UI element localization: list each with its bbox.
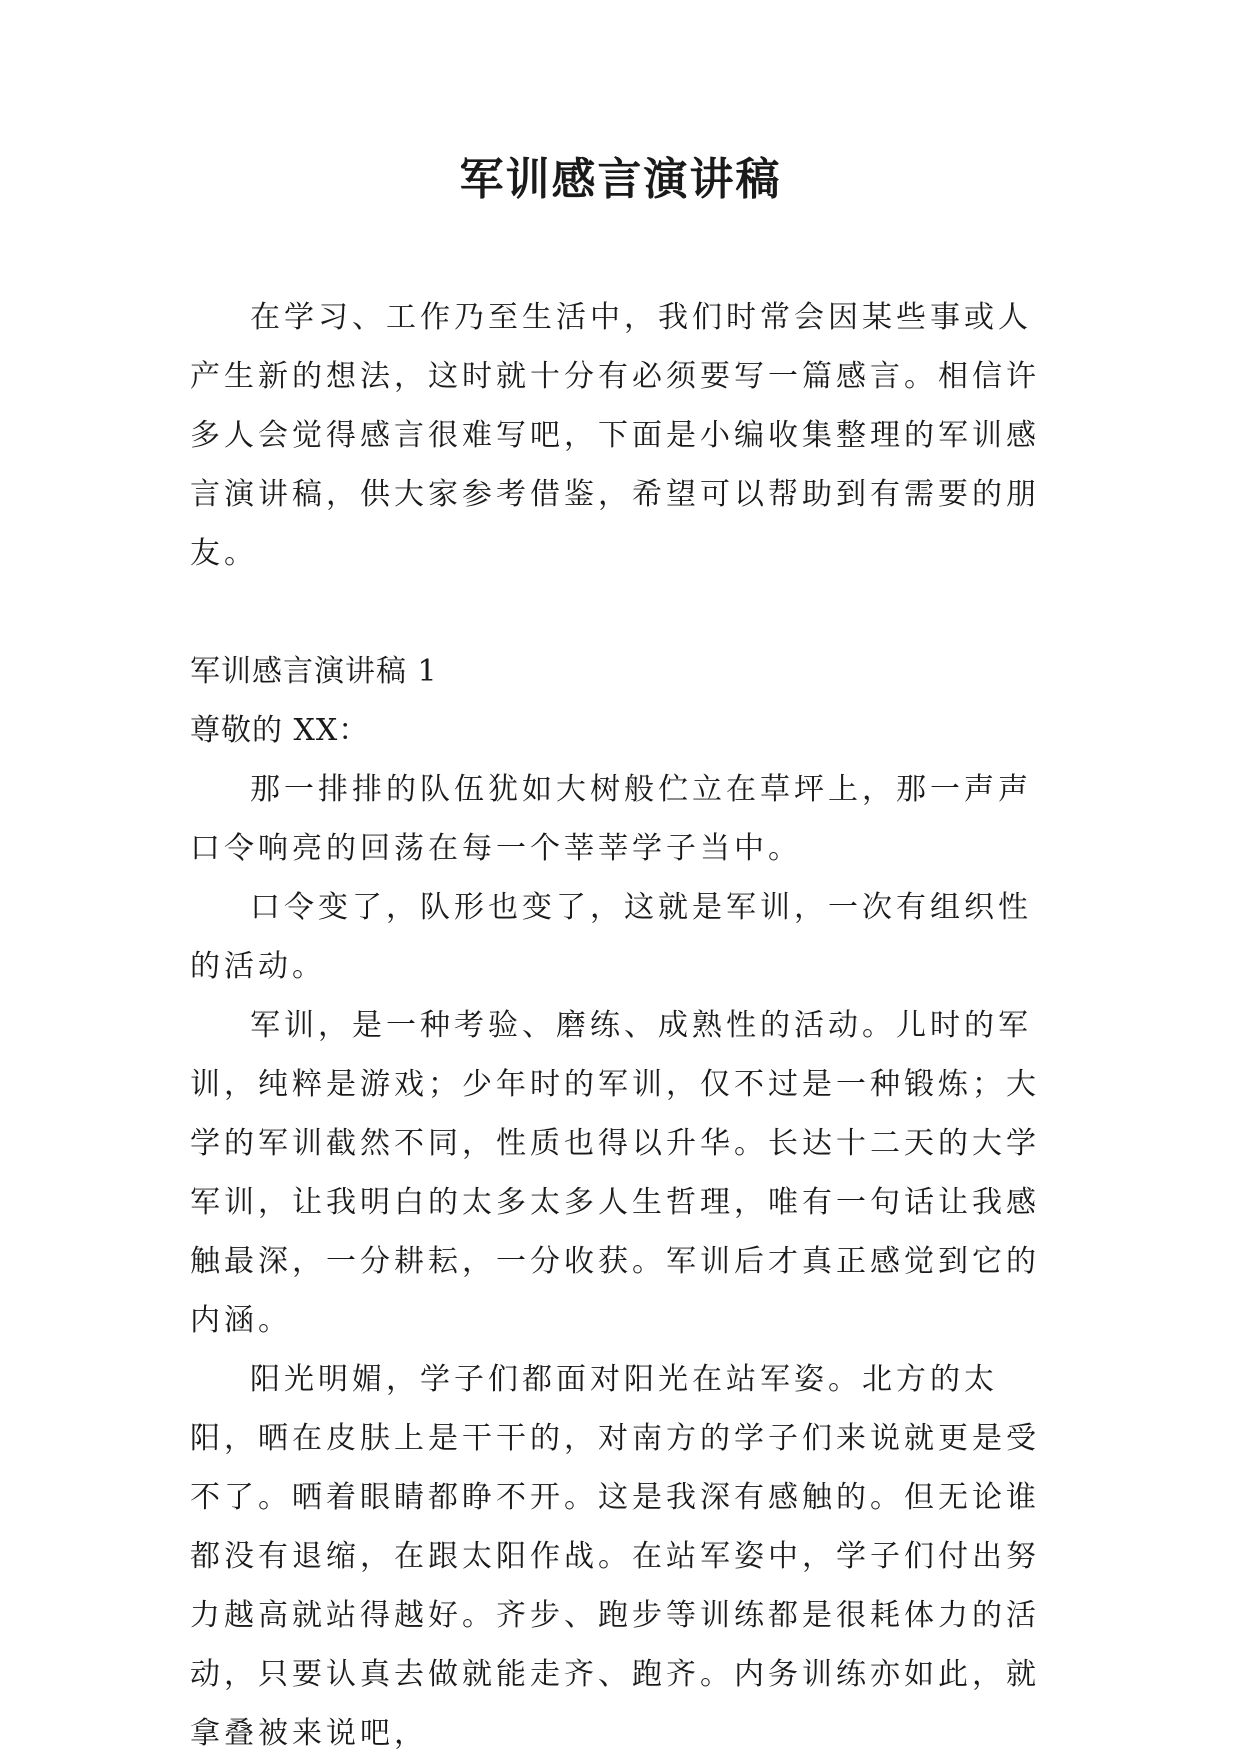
salutation: 尊敬的 XX：	[190, 713, 370, 748]
section-heading: 军训感言演讲稿 1	[190, 654, 438, 689]
intro-paragraph: 在学习、工作乃至生活中，我们时常会因某些事或人产生新的想法，这时就十分有必须要写一篇感言。相信许多人会觉得感言很难写吧，下面是小编收集整理的军训感言演讲稿，供大家参考借鉴，希望可以帮助到有需要的朋友。	[190, 300, 1040, 571]
body-paragraph: 口令变了，队形也变了，这就是军训，一次有组织性的活动。	[190, 890, 1032, 984]
body-paragraph: 军训，是一种考验、磨练、成熟性的活动。儿时的军训，纯粹是游戏；少年时的军训，仅不过是一种锻炼；大学的军训截然不同，性质也得以升华。长达十二天的大学军训，让我明白的太多太多人生哲理，唯有一句话让我感触最深，一分耕耘，一分收获。军训后才真正感觉到它的内涵。	[190, 1008, 1040, 1338]
document-title: 军训感言演讲稿	[459, 154, 782, 205]
document-body	[190, 288, 1058, 1763]
body-paragraph: 阳光明媚，学子们都面对阳光在站军姿。北方的太阳，晒在皮肤上是干干的，对南方的学子们来说就更是受不了。晒着眼睛都睁不开。这是我深有感触的。但无论谁都没有退缩，在跟太阳作战。在站军姿中，学子们付出努力越高就站得越好。齐步、跑步等训练都是很耗体力的活动，只要认真去做就能走齐、跑齐。内务训练亦如此，就拿叠被来说吧，	[190, 1362, 1040, 1751]
paragraph-spacer	[190, 583, 1058, 642]
body-paragraph: 那一排排的队伍犹如大树般伫立在草坪上，那一声声口令响亮的回荡在每一个莘莘学子当中。	[190, 772, 1032, 866]
